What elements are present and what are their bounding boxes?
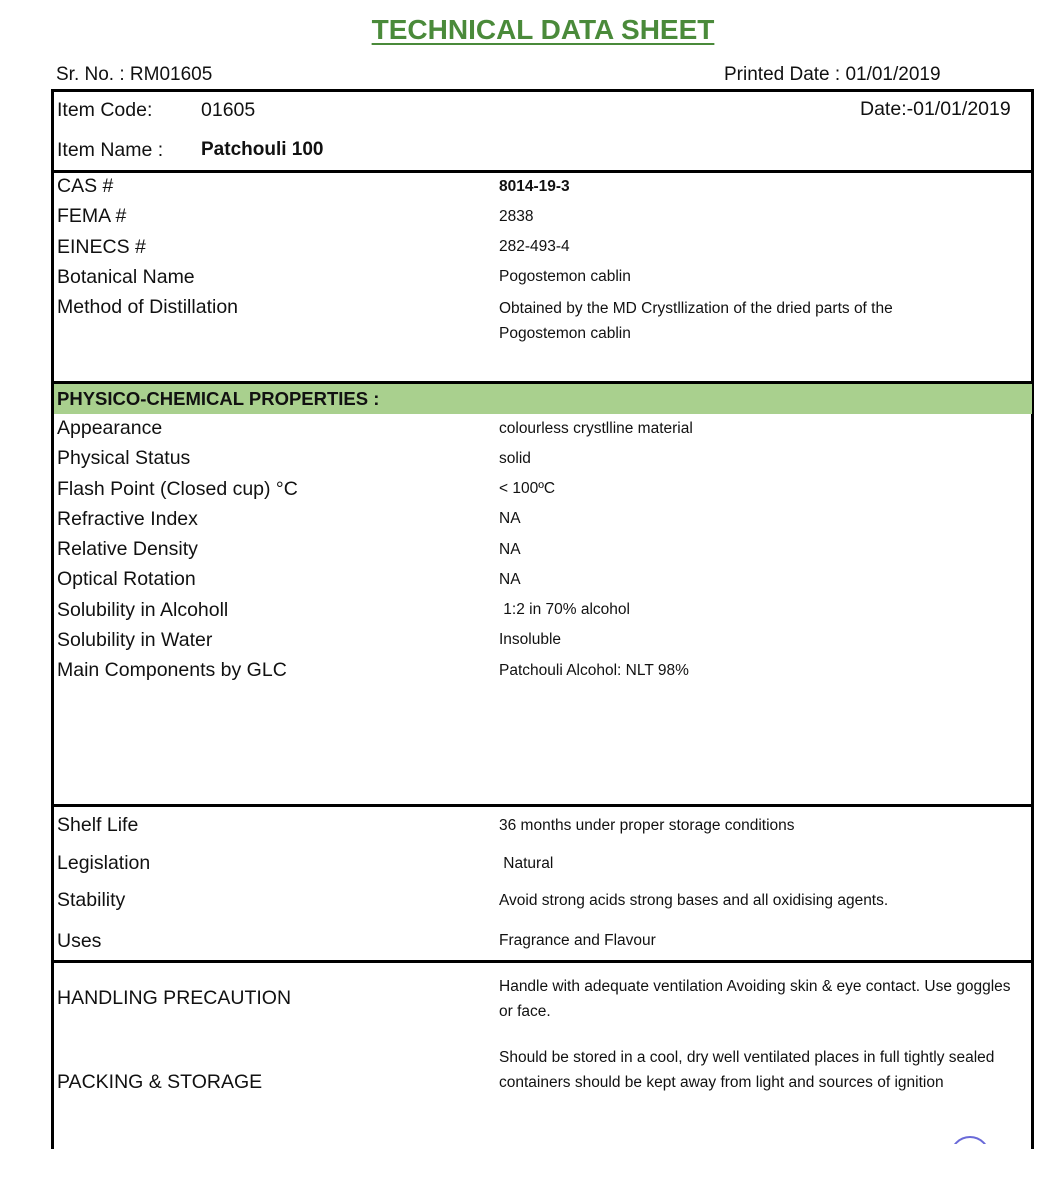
flash-point-value: < 100ºC	[499, 480, 556, 497]
physico-chemical-heading: PHYSICO-CHEMICAL PROPERTIES :	[57, 388, 380, 409]
botanical-name-value: Pogostemon cablin	[499, 268, 631, 285]
uses-label: Uses	[57, 930, 102, 952]
solubility-water-value: Insoluble	[499, 631, 562, 648]
solubility-alcohol-value: 1:2 in 70% alcohol	[499, 601, 630, 618]
handling-precaution-value: Handle with adequate ventilation Avoiding skin & eye contact. Use goggles or face.	[499, 978, 1011, 1020]
appearance-label: Appearance	[57, 417, 163, 439]
physical-status-value: solid	[499, 450, 531, 467]
appearance-value: colourless crystlline material	[499, 420, 693, 437]
uses-value: Fragrance and Flavour	[499, 932, 656, 949]
packing-storage-label: PACKING & STORAGE	[57, 1071, 263, 1093]
botanical-name-label: Botanical Name	[57, 266, 195, 288]
divider	[51, 960, 1034, 963]
item-name-label: Item Name :	[57, 139, 164, 161]
physical-status-label: Physical Status	[57, 447, 191, 469]
page-title: TECHNICAL DATA SHEET	[371, 14, 715, 45]
relative-density-value: NA	[499, 541, 521, 558]
optical-rotation-label: Optical Rotation	[57, 568, 196, 590]
serial-number: Sr. No. : RM01605	[56, 64, 213, 85]
cas-label: CAS #	[57, 175, 114, 197]
stability-value: Avoid strong acids strong bases and all oxidising agents.	[499, 892, 889, 909]
divider	[51, 170, 1034, 173]
distillation-method-label: Method of Distillation	[57, 296, 239, 318]
solubility-water-label: Solubility in Water	[57, 629, 213, 651]
divider	[51, 804, 1034, 807]
refractive-index-value: NA	[499, 510, 521, 527]
stamp-edge	[950, 1136, 990, 1176]
fema-label: FEMA #	[57, 205, 127, 227]
printed-date: Printed Date : 01/01/2019	[724, 64, 941, 85]
stability-label: Stability	[57, 889, 126, 911]
handling-precaution-label: HANDLING PRECAUTION	[57, 987, 292, 1009]
main-components-value: Patchouli Alcohol: NLT 98%	[499, 662, 689, 679]
legislation-value: Natural	[499, 855, 554, 872]
fema-value: 2838	[499, 208, 534, 225]
packing-storage-value: Should be stored in a cool, dry well ventilated places in full tightly sealed containers should be kept away from light and sources of ignition	[499, 1049, 995, 1091]
cas-value: 8014-19-3	[499, 178, 570, 195]
item-code-value: 01605	[201, 99, 256, 121]
section-band	[54, 384, 1032, 414]
main-components-label: Main Components by GLC	[57, 659, 287, 681]
relative-density-label: Relative Density	[57, 538, 198, 560]
flash-point-label: Flash Point (Closed cup) °C	[57, 478, 298, 500]
refractive-index-label: Refractive Index	[57, 508, 198, 530]
legislation-label: Legislation	[57, 852, 151, 874]
document-date: Date:-01/01/2019	[860, 98, 1011, 120]
optical-rotation-value: NA	[499, 571, 521, 588]
solubility-alcohol-label: Solubility in Alcoholl	[57, 599, 229, 621]
einecs-value: 282-493-4	[499, 238, 570, 255]
distillation-method-value: Obtained by the MD Crystllization of the dried parts of the Pogostemon cablin	[499, 300, 893, 342]
shelf-life-value: 36 months under proper storage conditions	[499, 817, 795, 834]
item-code-label: Item Code:	[57, 99, 153, 121]
shelf-life-label: Shelf Life	[57, 814, 139, 836]
item-name-value: Patchouli 100	[201, 139, 324, 160]
einecs-label: EINECS #	[57, 236, 146, 258]
